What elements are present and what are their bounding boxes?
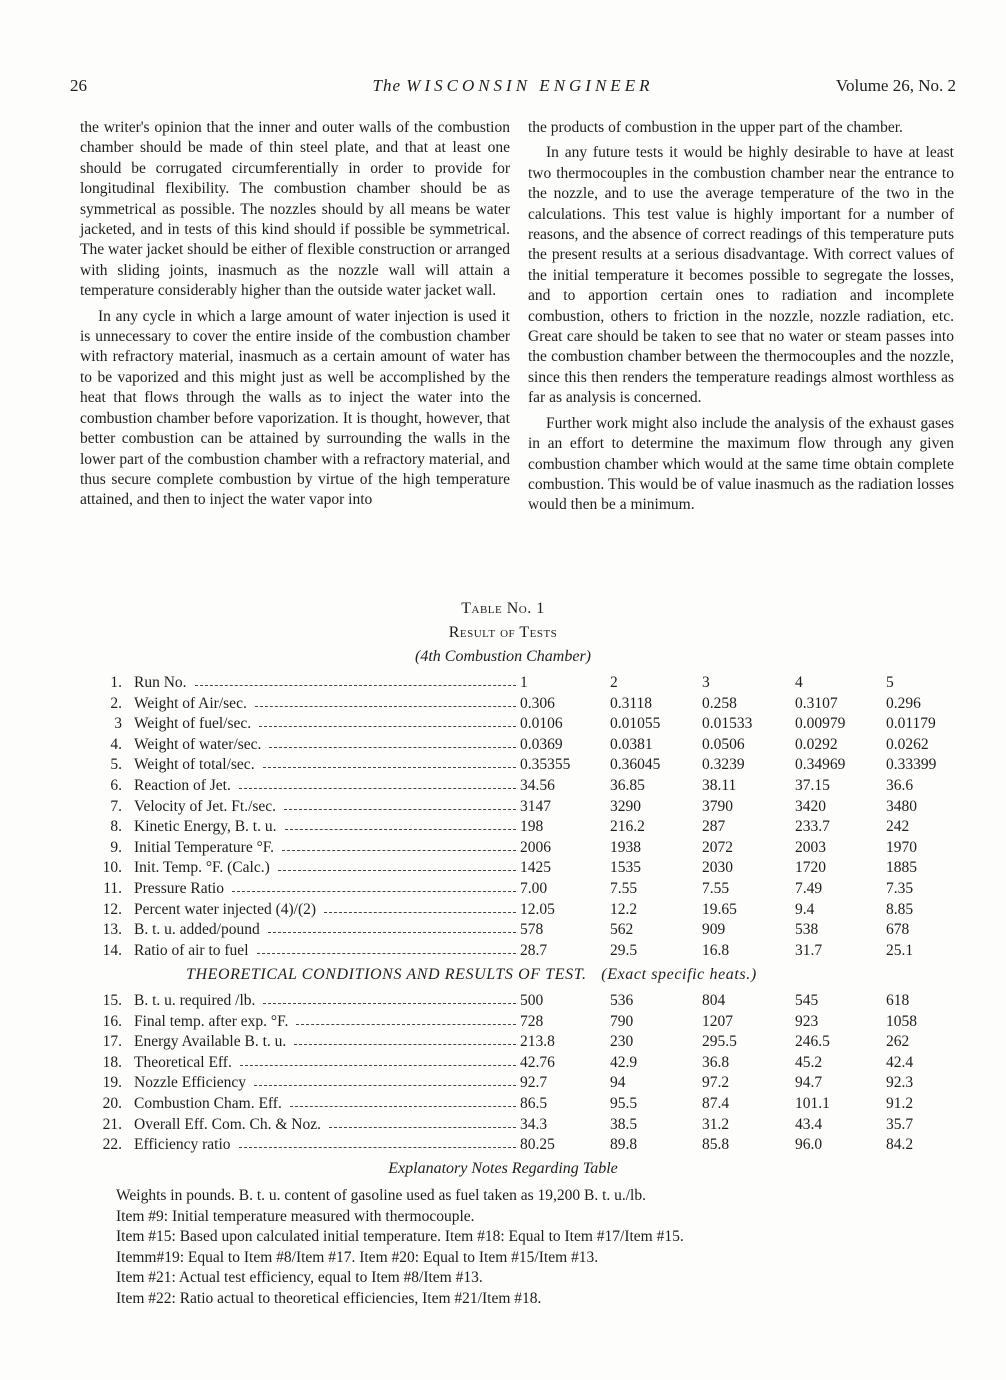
leader-dashes	[254, 1085, 516, 1086]
row-label: Weight of fuel/sec.	[134, 715, 252, 733]
cell-run-5: 8.85	[886, 900, 914, 918]
note-line: Weights in pounds. B. t. u. content of gasoline used as fuel taken as 19,200 B. t. u./lb.	[116, 1187, 646, 1204]
cell-run-2: 790	[610, 1012, 634, 1030]
cell-run-3: 2072	[702, 838, 733, 856]
cell-run-3: 36.8	[702, 1053, 730, 1071]
right-column	[528, 118, 954, 521]
cell-run-5: 92.3	[886, 1074, 914, 1092]
leader-dashes	[290, 1106, 516, 1107]
cell-run-2: 536	[610, 992, 634, 1009]
left-column	[80, 118, 510, 516]
right-paragraph-3: Further work might also include the analysis of the exhaust gases in an effort to determine the maximum flow through any given combustion chamber which would at the same time obtain complete combustion. This would be of value inasmuch as the radiation losses would then be a minimum.	[528, 414, 954, 514]
section-heading-note: (Exact specific heats.)	[601, 966, 757, 983]
cell-run-4: 37.15	[795, 777, 830, 794]
cell-run-5: 0.0262	[886, 735, 929, 753]
row-number: 12.	[102, 900, 122, 918]
table-row	[0, 1053, 1006, 1073]
row-number: 18.	[102, 1053, 122, 1071]
cell-run-2: 29.5	[610, 941, 638, 959]
table-row	[0, 920, 1006, 940]
journal-title	[70, 76, 956, 96]
row-label: Velocity of Jet. Ft./sec.	[134, 797, 277, 815]
row-label: Percent water injected (4)/(2)	[134, 900, 317, 918]
cell-run-5: 25.1	[886, 941, 914, 959]
cell-run-4: 2003	[795, 838, 826, 856]
table-row	[0, 858, 1006, 878]
cell-run-3: 87.4	[702, 1095, 730, 1112]
cell-run-1: 92.7	[520, 1074, 548, 1092]
leader-dashes	[259, 726, 516, 727]
row-number: 8.	[110, 818, 122, 836]
table-row	[0, 817, 1006, 837]
cell-run-2: 12.2	[610, 900, 638, 918]
row-label: Kinetic Energy, B. t. u.	[134, 818, 277, 836]
leader-dashes	[268, 932, 516, 933]
cell-run-3: 7.55	[702, 880, 730, 897]
cell-run-2: 95.5	[610, 1095, 638, 1112]
cell-run-2: 2	[610, 674, 618, 691]
row-number: 7.	[110, 797, 122, 815]
cell-run-4: 9.4	[795, 900, 815, 918]
cell-run-5: 36.6	[886, 777, 914, 794]
leader-dashes	[294, 1044, 516, 1045]
cell-run-2: 0.3118	[610, 694, 653, 712]
row-number: 10.	[102, 859, 122, 877]
cell-run-5: 242	[886, 818, 910, 836]
cell-run-3: 19.65	[702, 900, 737, 918]
cell-run-4: 101.1	[795, 1095, 830, 1112]
table-row	[0, 714, 1006, 734]
cell-run-2: 36.85	[610, 777, 645, 794]
cell-run-3: 909	[702, 921, 726, 939]
table-row	[0, 755, 1006, 775]
cell-run-5: 618	[886, 992, 910, 1009]
leader-dashes	[329, 1127, 516, 1128]
table-section-heading	[186, 966, 757, 984]
row-label: Theoretical Eff.	[134, 1053, 232, 1071]
leader-dashes	[239, 788, 516, 789]
volume-number: Volume 26, No. 2	[835, 76, 956, 95]
cell-run-5: 0.33399	[886, 756, 937, 774]
cell-run-2: 230	[610, 1033, 634, 1051]
cell-run-5: 5	[886, 674, 894, 691]
row-number: 15.	[102, 992, 122, 1009]
cell-run-1: 500	[520, 992, 544, 1009]
leader-dashes	[285, 829, 517, 830]
leader-dashes	[255, 706, 516, 707]
leader-dashes	[269, 747, 516, 748]
table-row	[0, 879, 1006, 899]
cell-run-1: 3147	[520, 797, 551, 815]
cell-run-4: 538	[795, 921, 819, 939]
cell-run-2: 216.2	[610, 818, 645, 836]
row-label: Nozzle Efficiency	[134, 1074, 247, 1092]
leader-dashes	[296, 1024, 516, 1025]
cell-run-1: 28.7	[520, 941, 548, 959]
cell-run-3: 3790	[702, 797, 733, 815]
cell-run-3: 295.5	[702, 1033, 737, 1051]
cell-run-4: 3420	[795, 797, 826, 815]
row-number: 3	[114, 715, 122, 733]
row-number: 17.	[102, 1033, 122, 1051]
table-row	[0, 900, 1006, 920]
row-number: 9.	[110, 838, 122, 856]
cell-run-3: 1207	[702, 1012, 733, 1030]
page-number: 26	[70, 76, 87, 95]
cell-run-3: 3	[702, 674, 710, 691]
leader-dashes	[278, 870, 516, 871]
cell-run-2: 0.01055	[610, 715, 661, 733]
note-line: Item #15: Based upon calculated initial temperature. Item #18: Equal to Item #17/Item #15.	[116, 1228, 684, 1246]
table-row	[0, 694, 1006, 714]
table-caption-number: Table No. 1	[461, 600, 545, 617]
cell-run-4: 4	[795, 674, 803, 691]
cell-run-3: 804	[702, 992, 726, 1009]
cell-run-4: 0.00979	[795, 715, 846, 733]
cell-run-4: 0.3107	[795, 694, 838, 712]
cell-run-2: 0.0381	[610, 735, 653, 753]
cell-run-2: 3290	[610, 797, 641, 815]
cell-run-2: 1535	[610, 859, 641, 877]
cell-run-4: 94.7	[795, 1074, 823, 1092]
cell-run-1: 0.35355	[520, 756, 571, 774]
row-label: Weight of total/sec.	[134, 756, 255, 774]
cell-run-5: 1885	[886, 859, 917, 877]
right-paragraph-2: In any future tests it would be highly desirable to have at least two thermocouples in the combustion chamber near the entrance to the nozzle, and to use the average temperature of the two in the calculations. This test value is highly important for a number of reasons, and the absence of correct readings of this temperature puts the present results at a serious disadvantage. With correct values of the initial temperature it becomes possible to segregate the losses, and to apportion certain ones to radiation and incomplete combustion, others to friction in the nozzle, nozzle radiation, etc. Great care should be taken to see that no water or steam passes into the combustion chamber between the thermocouples and the nozzle, since this then renders the temperature readings almost worthless as far as analysis is concerned.	[528, 144, 954, 407]
row-number: 4.	[110, 735, 122, 753]
cell-run-5: 84.2	[886, 1136, 914, 1154]
cell-run-3: 97.2	[702, 1074, 730, 1092]
cell-run-1: 198	[520, 818, 544, 836]
running-header	[70, 76, 956, 100]
cell-run-3: 16.8	[702, 941, 730, 959]
row-number: 14.	[102, 941, 122, 959]
cell-run-4: 233.7	[795, 818, 830, 836]
cell-run-3: 85.8	[702, 1136, 730, 1154]
table-row	[0, 991, 1006, 1011]
notes-title: Explanatory Notes Regarding Table	[388, 1160, 618, 1177]
row-label: Init. Temp. °F. (Calc.)	[134, 859, 270, 877]
cell-run-5: 1970	[886, 838, 917, 856]
table-row	[0, 838, 1006, 858]
cell-run-3: 0.0506	[702, 735, 745, 753]
row-number: 6.	[110, 777, 122, 794]
cell-run-4: 1720	[795, 859, 826, 877]
cell-run-4: 0.34969	[795, 756, 846, 774]
table-row	[0, 1115, 1006, 1135]
cell-run-1: 12.05	[520, 900, 555, 918]
table-row	[0, 797, 1006, 817]
note-line: Item #21: Actual test efficiency, equal to Item #8/Item #13.	[116, 1269, 483, 1287]
table-caption-title: Result of Tests	[448, 624, 558, 641]
journal-title-the: The	[372, 76, 402, 95]
cell-run-4: 7.49	[795, 880, 823, 897]
cell-run-4: 31.7	[795, 941, 823, 959]
cell-run-2: 7.55	[610, 880, 638, 897]
row-number: 2.	[110, 694, 122, 712]
cell-run-4: 96.0	[795, 1136, 823, 1154]
row-number: 20.	[102, 1095, 122, 1112]
row-label: Efficiency ratio	[134, 1136, 231, 1154]
cell-run-4: 0.0292	[795, 735, 838, 753]
table-row	[0, 1012, 1006, 1032]
cell-run-5: 0.01179	[886, 715, 936, 733]
leader-dashes	[324, 912, 516, 913]
cell-run-1: 728	[520, 1012, 544, 1030]
cell-run-1: 2006	[520, 838, 551, 856]
cell-run-2: 94	[610, 1074, 626, 1092]
table-caption-subtitle: (4th Combustion Chamber)	[415, 648, 591, 665]
row-label: Initial Temperature °F.	[134, 838, 275, 856]
row-label: Energy Available B. t. u.	[134, 1033, 287, 1051]
leader-dashes	[257, 953, 517, 954]
cell-run-1: 34.3	[520, 1115, 548, 1133]
cell-run-1: 0.0369	[520, 735, 563, 753]
cell-run-5: 1058	[886, 1012, 917, 1030]
cell-run-1: 0.0106	[520, 715, 563, 733]
row-number: 19.	[102, 1074, 122, 1092]
cell-run-2: 42.9	[610, 1053, 638, 1071]
table-row	[0, 1032, 1006, 1052]
cell-run-2: 1938	[610, 838, 641, 856]
cell-run-1: 80.25	[520, 1136, 555, 1154]
table-row	[0, 673, 1006, 693]
cell-run-2: 0.36045	[610, 756, 661, 774]
leader-dashes	[239, 1147, 516, 1148]
row-number: 13.	[102, 921, 122, 939]
row-label: Weight of water/sec.	[134, 735, 262, 753]
cell-run-1: 1	[520, 674, 528, 691]
note-line: Item #22: Ratio actual to theoretical efficiencies, Item #21/Item #18.	[116, 1290, 542, 1307]
cell-run-4: 45.2	[795, 1053, 823, 1071]
cell-run-2: 562	[610, 921, 634, 939]
row-label: B. t. u. required /lb.	[134, 992, 256, 1009]
cell-run-3: 31.2	[702, 1115, 730, 1133]
cell-run-3: 38.11	[702, 777, 737, 794]
row-label: B. t. u. added/pound	[134, 921, 260, 939]
table-row	[0, 1094, 1006, 1114]
cell-run-2: 89.8	[610, 1136, 638, 1154]
leader-dashes	[263, 767, 516, 768]
row-number: 16.	[102, 1012, 122, 1030]
right-paragraph-1: the products of combustion in the upper part of the chamber.	[528, 119, 903, 136]
row-label: Combustion Cham. Eff.	[134, 1095, 282, 1112]
row-label: Ratio of air to fuel	[134, 941, 249, 959]
cell-run-1: 213.8	[520, 1033, 555, 1051]
row-number: 22.	[102, 1136, 122, 1154]
cell-run-5: 3480	[886, 797, 917, 815]
cell-run-4: 923	[795, 1012, 819, 1030]
cell-run-3: 0.258	[702, 694, 737, 712]
cell-run-5: 678	[886, 921, 910, 939]
row-number: 21.	[102, 1115, 122, 1133]
row-label: Weight of Air/sec.	[134, 694, 247, 712]
cell-run-1: 34.56	[520, 777, 555, 794]
cell-run-2: 38.5	[610, 1115, 638, 1133]
cell-run-5: 262	[886, 1033, 910, 1051]
cell-run-1: 0.306	[520, 694, 555, 712]
cell-run-5: 91.2	[886, 1095, 914, 1112]
row-number: 5.	[110, 756, 122, 774]
left-paragraph-2: In any cycle in which a large amount of water injection is used it is unnecessary to cover the entire inside of the combustion chamber with refractory material, inasmuch as a certain amount of water has to be vaporized and this might just as well be accomplished by the heat that flows through the walls as to inject the water into the combustion chamber before vaporization. It is thought, however, that better combustion can be attained by surrounding the walls in the lower part of the combustion chamber with a refractory material, and thus secure complete combustion by virtue of the high temperature attained, and then to inject the water vapor into	[80, 307, 510, 509]
cell-run-4: 43.4	[795, 1115, 823, 1133]
row-number: 1.	[110, 674, 122, 691]
cell-run-1: 42.76	[520, 1053, 555, 1071]
cell-run-3: 287	[702, 818, 726, 836]
cell-run-5: 42.4	[886, 1053, 914, 1071]
cell-run-1: 1425	[520, 859, 551, 877]
leader-dashes	[232, 891, 516, 892]
journal-title-name: WISCONSIN ENGINEER	[406, 76, 654, 95]
cell-run-1: 578	[520, 921, 544, 939]
note-line: Item #9: Initial temperature measured with thermocouple.	[116, 1207, 475, 1225]
table-row	[0, 1073, 1006, 1093]
leader-dashes	[282, 850, 516, 851]
leader-dashes	[284, 809, 516, 810]
table-row	[0, 776, 1006, 796]
leader-dashes	[263, 1003, 516, 1004]
section-heading-text: THEORETICAL CONDITIONS AND RESULTS OF TEST.	[186, 966, 587, 983]
table-row	[0, 735, 1006, 755]
row-label: Pressure Ratio	[134, 880, 224, 897]
cell-run-3: 0.3239	[702, 756, 745, 774]
table-row	[0, 941, 1006, 961]
row-label: Run No.	[134, 674, 187, 691]
cell-run-1: 7.00	[520, 880, 548, 897]
cell-run-5: 7.35	[886, 880, 914, 897]
cell-run-1: 86.5	[520, 1095, 548, 1112]
leader-dashes	[240, 1065, 516, 1066]
row-label: Final temp. after exp. °F.	[134, 1012, 289, 1030]
cell-run-5: 35.7	[886, 1115, 914, 1133]
cell-run-4: 545	[795, 992, 819, 1009]
note-line: Itemm#19: Equal to Item #8/Item #17. Item #20: Equal to Item #15/Item #13.	[116, 1248, 599, 1266]
row-label: Overall Eff. Com. Ch. & Noz.	[134, 1115, 321, 1133]
table-row	[0, 1135, 1006, 1155]
leader-dashes	[195, 685, 516, 686]
row-label: Reaction of Jet.	[134, 777, 231, 794]
left-paragraph-1: the writer's opinion that the inner and outer walls of the combustion chamber should be made of thin steel plate, and that at least one should be corrugated circumferentially in order to provide for longitudinal flexibility. The combustion chamber should be as symmetrical as possible. The nozzles should by all means be water jacketed, and in tests of this kind should if possible be symmetrical. The water jacket should be either of flexible construction or arranged with sliding joints, inasmuch as the nozzle wall will attain a temperature considerably higher than the outside water jacket wall.	[80, 119, 510, 300]
row-number: 11.	[103, 880, 122, 897]
cell-run-3: 2030	[702, 859, 733, 877]
cell-run-3: 0.01533	[702, 715, 753, 733]
cell-run-5: 0.296	[886, 694, 921, 712]
cell-run-4: 246.5	[795, 1033, 830, 1051]
